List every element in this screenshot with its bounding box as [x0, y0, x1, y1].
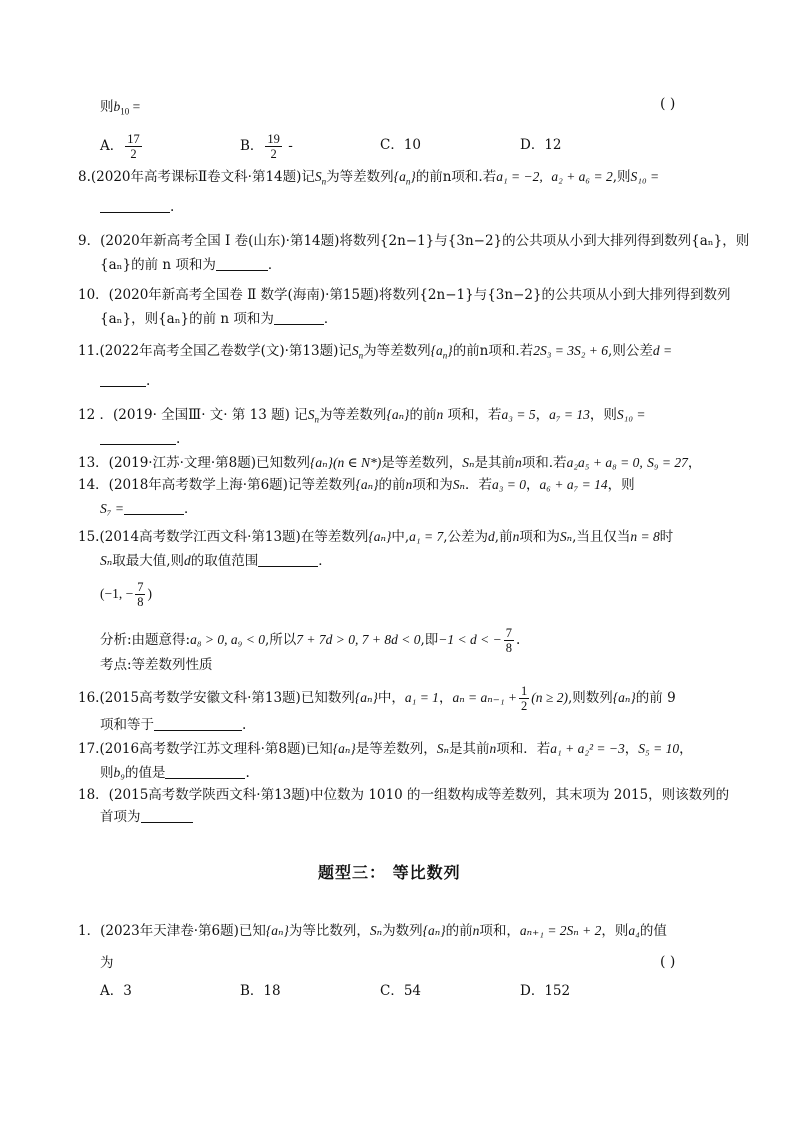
- question-11-line1: 11.(2022年高考全国乙卷数学(文)·第13题)记$S_n$为等差数列$\{a_n\}$的前n项和.若2S₃ = 3S₂ + 6,则公差d =: [78, 343, 673, 361]
- question-9-line2: {aₙ}的前 n 项和为 ．: [100, 257, 282, 273]
- question-9-line1: 9．(2020年新高考全国 I 卷(山东)·第14题)将数列{2n−1}与{3n−2}的公共项从小到大排列得到数列{aₙ}，则: [78, 233, 750, 249]
- answer-paren: ( ): [660, 96, 676, 112]
- answer-blank[interactable]: [154, 716, 242, 731]
- question-12-line2: .: [100, 430, 180, 448]
- option-a: A． $\frac{17}{2}$: [100, 132, 140, 161]
- question-8-line1: 8.(2020年高考课标Ⅱ卷文科·第14题)记$S_n$为等差数列$\{a_n\}$的前n项和.若a₁ = −2, a₂ + a₆ = 2,则S₁₀ =: [78, 169, 660, 187]
- answer-blank[interactable]: [100, 198, 170, 213]
- answer-blank[interactable]: [100, 372, 146, 387]
- question-14-line2: S₇ = ．: [100, 501, 198, 517]
- option-d: D．12: [520, 137, 562, 153]
- question-10-line1: 10．(2020年新高考全国卷 Ⅱ 数学(海南)·第15题)将数列{2n−1}与{3n−2}的公共项从小到大排列得到数列: [78, 287, 731, 303]
- question-16-line1: 16.(2015高考数学安徽文科·第13题)已知数列{aₙ}中，a₁ = 1，aₙ = aₙ₋₁ + $\frac{1}{2}$ (n ≥ 2),则数列{aₙ}的前 9: [78, 684, 676, 713]
- question-13-line1: 13．(2019·江苏·文理·第8题)已知数列{aₙ}(n ∈ N*)是等差数列，Sₙ是其前n项和.若a₂a₅ + a₈ = 0, S₉ = 27，: [78, 455, 702, 471]
- option-a: A．3: [100, 983, 132, 999]
- question-15-answer: (−1, − $\frac{7}{8}$ ): [100, 580, 152, 609]
- question-17-line1: 17.(2016高考数学江苏文理科·第8题)已知{aₙ}是等差数列，Sₙ是其前n项和．若a₁ + a₂² = −3，S₅ = 10，: [78, 741, 693, 757]
- question-14-line1: 14．(2018年高考数学上海·第6题)记等差数列{aₙ}的前n项和为Sₙ．若a₃ = 0，a₆ + a₇ = 14，则: [78, 477, 635, 493]
- question-15-kaodian: 考点:等差数列性质: [100, 657, 213, 673]
- answer-paren: ( ): [660, 954, 676, 970]
- question-8-line2: .: [100, 198, 174, 216]
- question-17-line2: 则b₉的值是 .: [100, 765, 250, 781]
- option-c: C．54: [380, 983, 422, 999]
- question-16-line2: 项和等于 .: [100, 717, 247, 733]
- question-15-analysis: 分析:由题意得:a₈ > 0, a₉ < 0,所以7 + 7d > 0, 7 + 8d < 0,即−1 < d < − $\frac{7}{8}$ .: [100, 626, 521, 655]
- geometric-question-1-line2: 为: [100, 955, 114, 971]
- answer-blank[interactable]: [258, 552, 318, 567]
- answer-blank[interactable]: [141, 808, 193, 823]
- question-18-line1: 18．(2015高考数学陕西文科·第13题)中位数为 1010 的一组数构成等差数列，其末项为 2015，则该数列的: [78, 787, 730, 803]
- question-10-line2: {aₙ}，则{aₙ}的前 n 项和为 ．: [100, 311, 338, 327]
- question-18-line2: 首项为: [100, 808, 193, 826]
- answer-blank[interactable]: [274, 310, 324, 325]
- option-b: B．18: [240, 983, 281, 999]
- answer-blank[interactable]: [100, 430, 176, 445]
- top-question-stem: 则$b_{10}$ =: [100, 99, 141, 117]
- section-title: 题型三： 等比数列: [318, 863, 461, 882]
- question-15-line2: Sₙ取最大值,则d的取值范围 ．: [100, 553, 332, 569]
- option-c: C．10: [380, 137, 422, 153]
- question-12-line1: 12 ．(2019· 全国Ⅲ· 文· 第 13 题) 记$S_n$为等差数列{aₙ}的前n 项和，若a₃ = 5，a₇ = 13，则S₁₀ =: [78, 407, 646, 425]
- option-d: D．152: [520, 983, 571, 999]
- answer-blank[interactable]: [124, 500, 184, 515]
- geometric-question-1-line1: 1．(2023年天津卷·第6题)已知{aₙ}为等比数列，Sₙ为数列{aₙ}的前n项和，aₙ₊₁ = 2Sₙ + 2，则a₄的值: [78, 923, 667, 939]
- answer-blank[interactable]: [165, 764, 245, 779]
- question-15-line1: 15.(2014高考数学江西文科·第13题)在等差数列{aₙ}中,a₁ = 7,公差为d,前n项和为Sₙ,当且仅当n = 8时: [78, 529, 674, 545]
- answer-blank[interactable]: [216, 256, 268, 271]
- question-11-line2: .: [100, 372, 150, 390]
- option-b: B． $\frac{19}{2}$ -: [240, 132, 293, 161]
